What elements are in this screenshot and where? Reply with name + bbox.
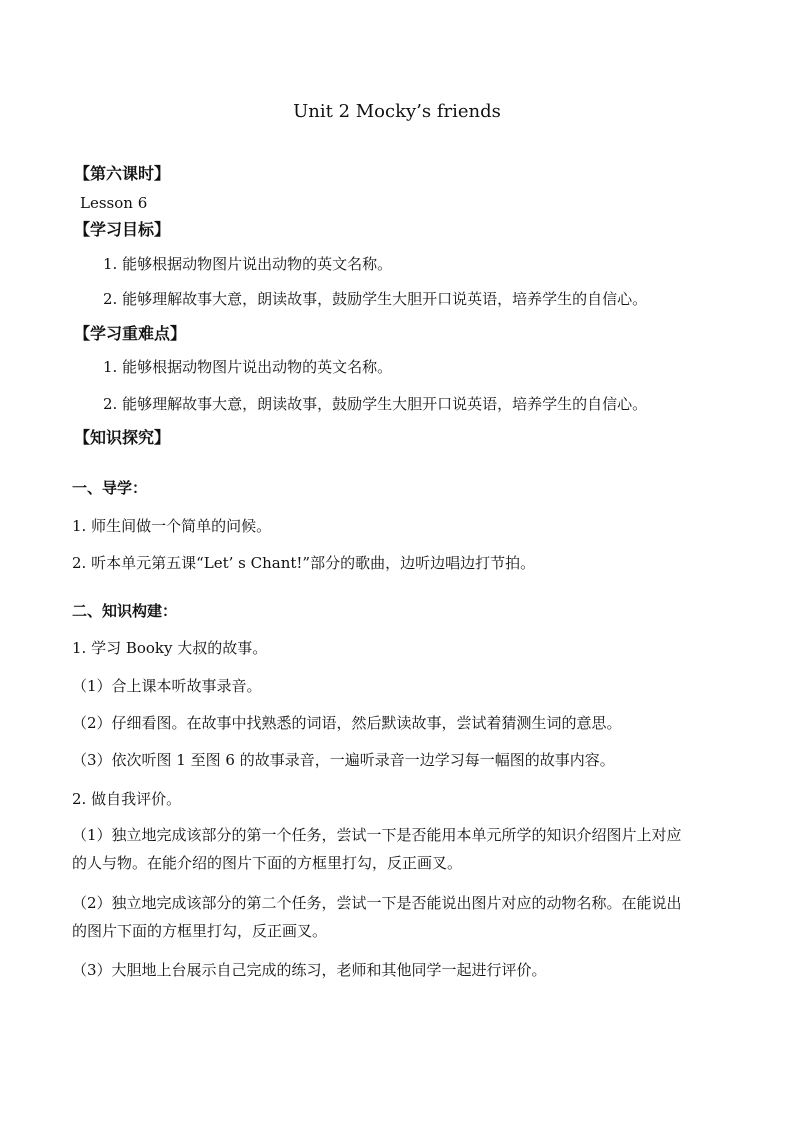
goals-heading: 【学习目标】 bbox=[74, 220, 171, 239]
key-point-item: 1. 能够根据动物图片说出动物的英文名称。 bbox=[103, 358, 393, 376]
section2-line: （1）合上课本听故事录音。 bbox=[72, 677, 262, 695]
goal-item: 2. 能够理解故事大意，朗读故事，鼓励学生大胆开口说英语，培养学生的自信心。 bbox=[103, 290, 648, 308]
section2-line: （1）独立地完成该部分的第一个任务，尝试一下是否能用本单元所学的知识介绍图片上对应 bbox=[72, 826, 682, 844]
lesson-heading: 【第六课时】 bbox=[74, 164, 171, 183]
section2-heading: 二、知识构建： bbox=[72, 602, 178, 620]
page-title: Unit 2 Mocky’s friends bbox=[293, 101, 501, 122]
section1-item: 2. 听本单元第五课“Let’ s Chant!”部分的歌曲，边听边唱边打节拍。 bbox=[72, 554, 536, 572]
section2-line: 1. 学习 Booky 大叔的故事。 bbox=[72, 639, 268, 657]
section2-line: （2）独立地完成该部分的第二个任务，尝试一下是否能说出图片对应的动物名称。在能说出 bbox=[72, 894, 682, 912]
section2-line: 2. 做自我评价。 bbox=[72, 790, 182, 808]
section2-line: （2）仔细看图。在故事中找熟悉的词语，然后默读故事，尝试着猜测生词的意思。 bbox=[72, 714, 622, 732]
key-points-heading: 【学习重难点】 bbox=[74, 324, 187, 343]
goal-item: 1. 能够根据动物图片说出动物的英文名称。 bbox=[103, 255, 393, 273]
section2-line: （3）大胆地上台展示自己完成的练习，老师和其他同学一起进行评价。 bbox=[72, 961, 547, 979]
section2-line: 的图片下面的方框里打勾，反正画叉。 bbox=[72, 922, 328, 940]
section1-heading: 一、导学： bbox=[72, 479, 148, 497]
section2-line: 的人与物。在能介绍的图片下面的方框里打勾，反正画叉。 bbox=[72, 854, 463, 872]
section2-line: （3）依次听图 1 至图 6 的故事录音，一遍听录音一边学习每一幅图的故事内容。 bbox=[72, 751, 615, 769]
section1-item: 1. 师生间做一个简单的问候。 bbox=[72, 517, 272, 535]
explore-heading: 【知识探究】 bbox=[74, 428, 171, 447]
lesson-name: Lesson 6 bbox=[80, 194, 148, 212]
key-point-item: 2. 能够理解故事大意，朗读故事，鼓励学生大胆开口说英语，培养学生的自信心。 bbox=[103, 395, 648, 413]
